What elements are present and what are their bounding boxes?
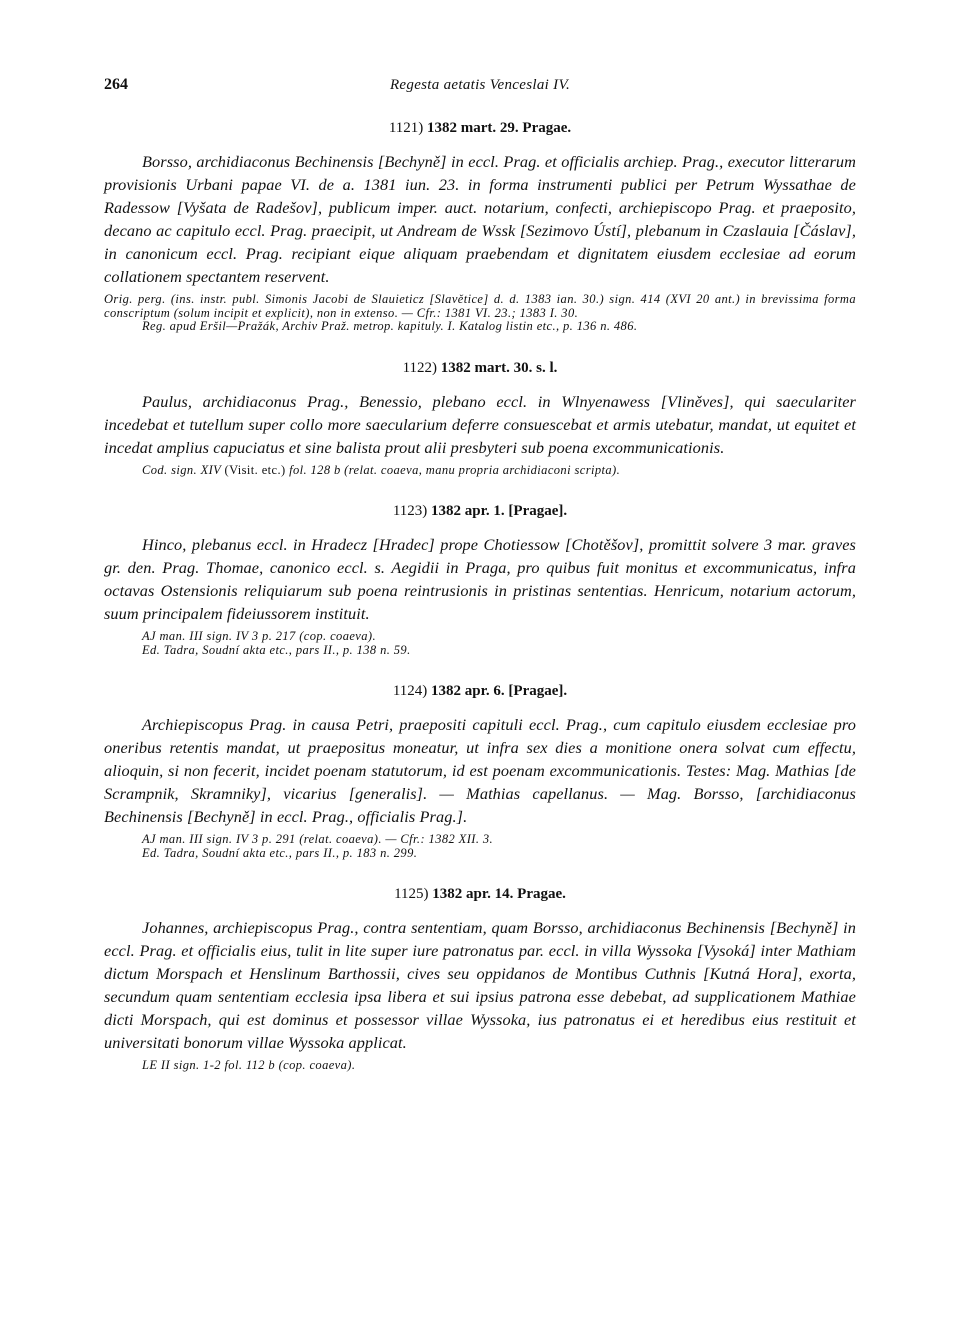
entry-1125 xyxy=(104,886,856,1073)
page-content xyxy=(104,120,856,1099)
entry-number: 1124) xyxy=(392,683,428,699)
entry-date: 1382 apr. 6. [Pragae]. xyxy=(431,683,568,699)
entry-regest: Johannes, archiepiscopus Prag., contra sententiam, quam Borsso, archidiaconus Bechinensis [Bechyně] in eccl. Prag. et officialis eius, tulit in lite super iure patronatus par. eccl. in villa Wyssoka [Vysoká] inter Mathiam dictum Morspach et Henslinum Barthossii, cives seu oppidanos de Montibus Cuthnis [Kutná Hora], exorta, secundum quam sententiam ecclesia ipsa libera et sui ipsius patrona esse debebat, ad supplicationem Mathiae dicti Morspach, qui est dominus et possessor villae Wyssoka, ius patronatus ei et heredibus eius restituit et universitati bonorum villae Wyssoka applicat. xyxy=(104,918,856,1052)
entry-heading xyxy=(104,360,856,377)
note-edition: Ed. Tadra, Soudní akta etc., pars II., p. 183 n. 299. xyxy=(142,845,418,860)
entry-notes xyxy=(104,833,856,860)
entry-number: 1121) xyxy=(388,120,424,136)
entry-regest: Borsso, archidiaconus Bechinensis [Bechyně] in eccl. Prag. et officialis archiep. Prag., executor litterarum provisionis Urbani papae VI. de a. 1381 iun. 23. in forma instrumenti publici per Petrum Wyssathae de Radessow [Vyšata de Radešov], publicum imper. auct. notarium, confecti, archiepiscopo Prag. et praeposito, decano ac capitulo eccl. Prag. praecipit, ut Andream de Wssk [Sezimovo Ústí], plebanum in Czaslauia [Čáslav], in canonicum eccl. Prag. recipiant eique aliquam praebendam et dignitatem eiusdem ecclesiae ad eorum collationem spectantem reservent. xyxy=(104,152,856,286)
note-source: AJ man. III sign. IV 3 p. 217 (cop. coaeva). xyxy=(142,629,376,643)
entry-notes xyxy=(104,1059,856,1073)
page-header xyxy=(104,76,856,100)
entry-1123 xyxy=(104,503,856,657)
entry-date: 1382 mart. 29. Pragae. xyxy=(427,120,572,136)
entry-number: 1123) xyxy=(392,503,428,519)
entry-regest: Archiepiscopus Prag. in causa Petri, praepositi capituli eccl. Prag., cum capitulo eiusdem ecclesiae pro oneribus retentis mandat, ut praepositus moneatur, ut infra sex dies a monitione onera solvat cum effectu, alioquin, si non fecerit, incidet poenam statutorum, id est poenam excommunicationis. Testes: Mag. Mathias [de Scrampnik, Skramniky], vicarius [generalis]. — Mathias capellanus. — Mag. Borsso, [archidiaconus Bechinensis [Bechyně] in eccl. Prag., officialis Prag.]. xyxy=(104,715,856,826)
entry-1122 xyxy=(104,360,856,478)
entry-date: 1382 mart. 30. s. l. xyxy=(440,359,558,376)
entry-number: 1125) xyxy=(394,886,429,902)
entry-regest: Hinco, plebanus eccl. in Hradecz [Hradec] prope Chotiessow [Chotěšov], promittit solvere 3 mar. graves gr. den. Prag. Thomae, canonico eccl. s. Aegidii in Praga, pro quibus fuit monitus et excommunicatus, infra octavas Ostensionis reliquiarum sub poena reintrusionis in pristinas sententias. Henricum, notarium actorum, suum principalem fideiussorem instituit. xyxy=(104,535,856,623)
entry-heading xyxy=(104,503,856,520)
entry-date: 1382 apr. 1. [Pragae]. xyxy=(431,503,568,519)
note-source: AJ man. III sign. IV 3 p. 291 (relat. coaeva). — Cfr.: 1382 XII. 3. xyxy=(142,832,494,846)
entry-heading xyxy=(104,120,856,137)
entry-1121 xyxy=(104,120,856,334)
note-source-upright: (Visit. etc.) xyxy=(224,462,286,477)
entry-regest: Paulus, archidiaconus Prag., Benessio, plebano eccl. in Wlnyenawess [Vliněves], qui saeculariter incedebat et tutellum super collo more saecularium deferre consuescebat et armis utebatur, mandat, ut equitet et incedat amplius capuciatus et sine balista prout alii presbyteri sub poena excommunicationis. xyxy=(104,391,856,457)
entry-notes xyxy=(104,293,856,334)
note-source: Orig. perg. (ins. instr. publ. Simonis Jacobi de Slauieticz [Slavětice] d. d. 1383 ian. 30.) sign. 414 (XVI 20 ant.) in brevissima forma conscriptum (solum incipit et explicit), non in extenso. — Cfr.: 1381 VI. 23.; 1383 I. 30. xyxy=(104,292,856,320)
note-source: LE II sign. 1-2 fol. 112 b (cop. coaeva). xyxy=(142,1058,356,1072)
note-edition: Ed. Tadra, Soudní akta etc., pars II., p. 138 n. 59. xyxy=(142,642,411,657)
entry-number: 1122) xyxy=(402,359,438,376)
entry-1124 xyxy=(104,683,856,860)
note-source xyxy=(142,464,856,478)
entry-notes xyxy=(104,464,856,478)
entry-heading xyxy=(104,886,856,903)
note-source-part: fol. 128 b (relat. coaeva, manu propria archidiaconi scripta). xyxy=(289,462,621,477)
page-number: 264 xyxy=(104,76,128,93)
entry-notes xyxy=(104,630,856,657)
entry-heading xyxy=(104,683,856,700)
entry-date: 1382 apr. 14. Pragae. xyxy=(432,886,566,902)
running-title: Regesta aetatis Venceslai IV. xyxy=(389,77,571,93)
note-source-part: Cod. sign. XIV xyxy=(142,462,221,477)
note-reference: Reg. apud Eršil—Pražák, Archiv Praž. metrop. kapituly. I. Katalog listin etc., p. 136 n. 486. xyxy=(142,319,638,333)
